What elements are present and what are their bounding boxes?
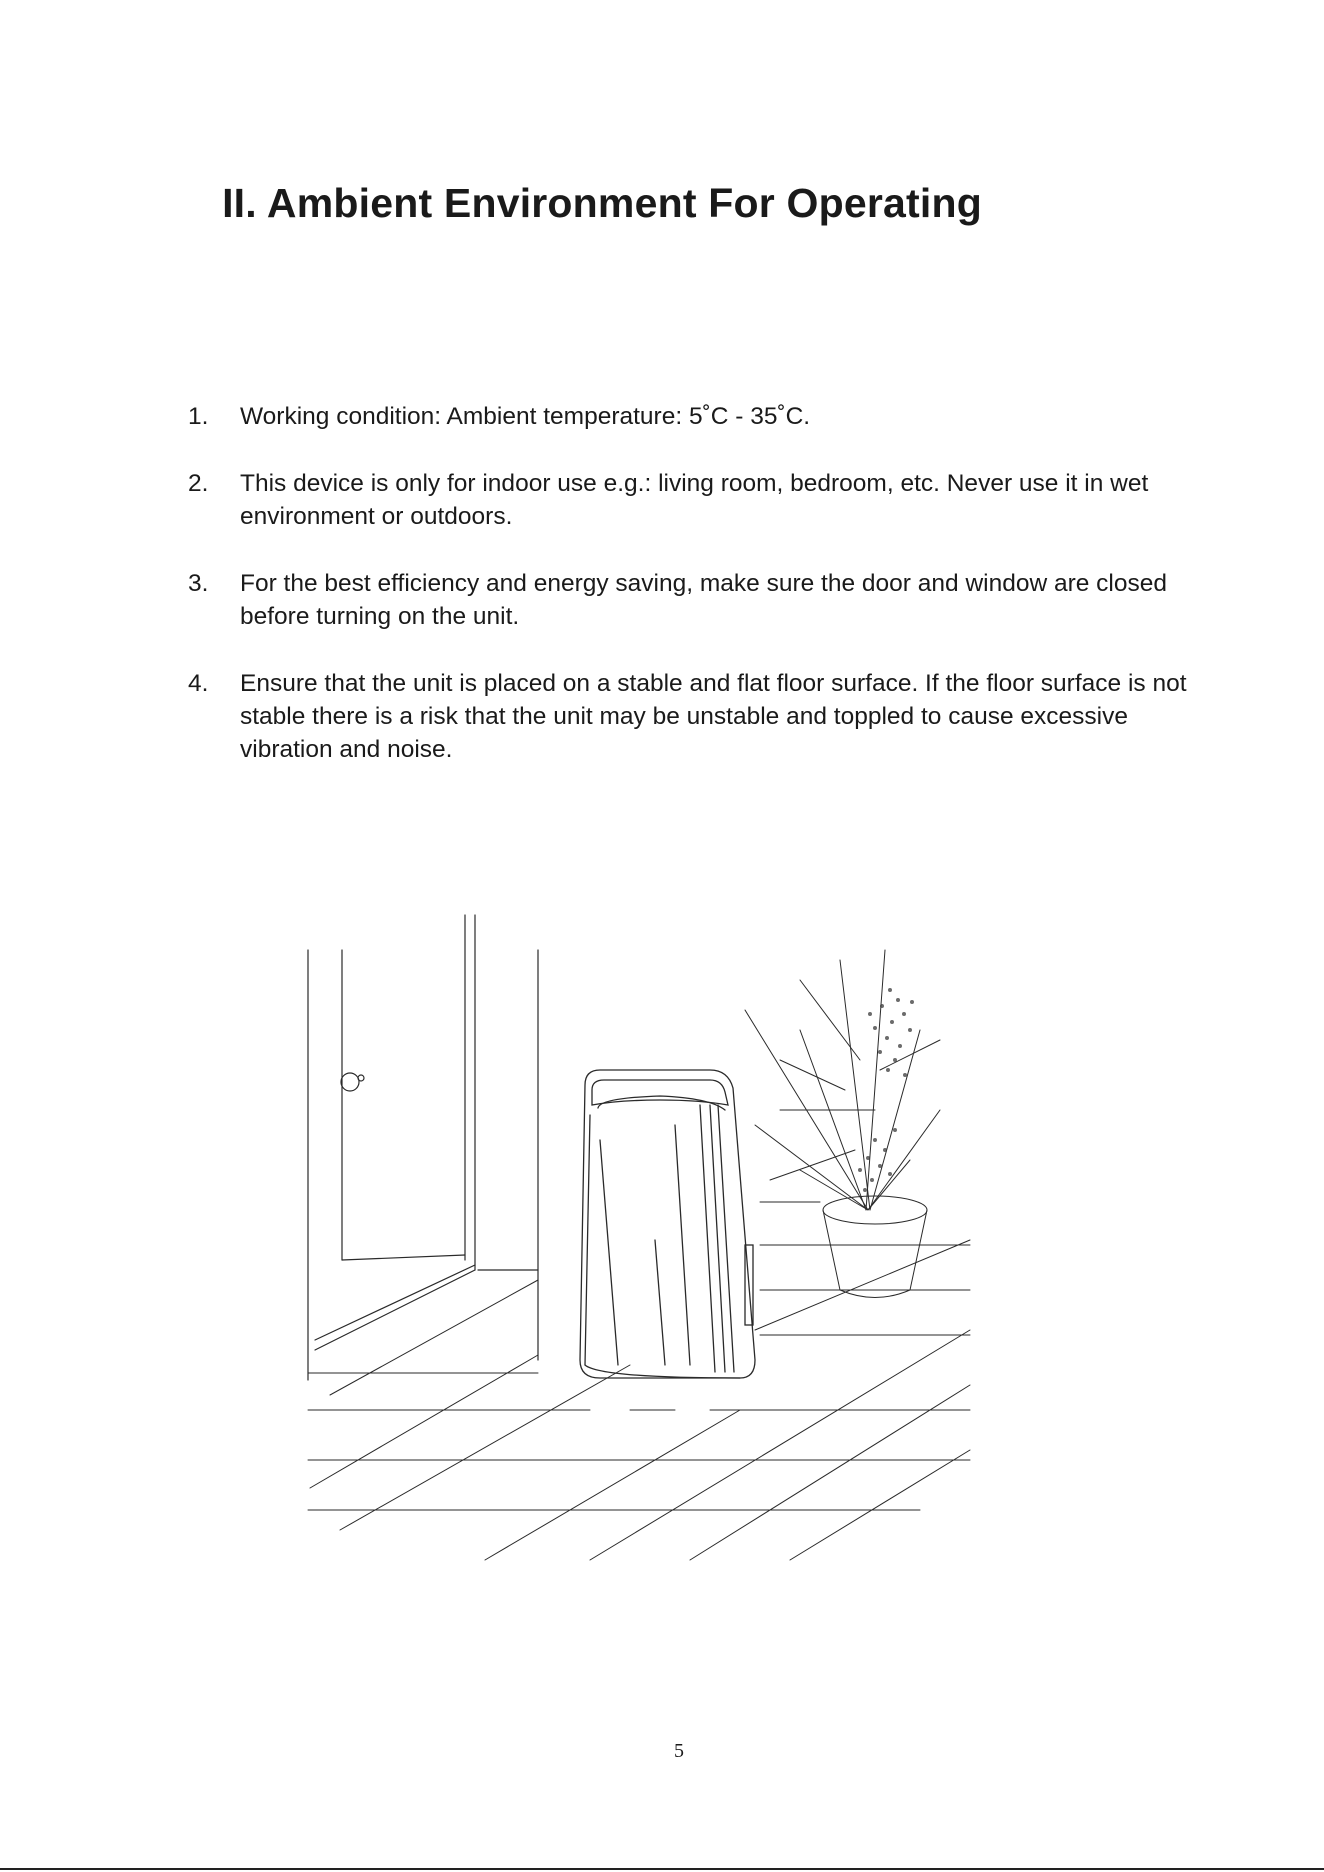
list-item xyxy=(188,667,1188,766)
list-item xyxy=(188,400,1188,433)
item-text: Ensure that the unit is placed on a stable and flat floor surface. If the floor surface is not stable there is a risk that the unit may be unstable and toppled to cause excessive vibration and noise. xyxy=(240,670,1187,763)
item-number: 3. xyxy=(188,570,209,597)
item-text: For the best efficiency and energy saving, make sure the door and window are closed before turning on the unit. xyxy=(240,570,1167,630)
item-number: 4. xyxy=(188,670,209,697)
list-item xyxy=(188,567,1188,633)
air-conditioner xyxy=(580,1070,755,1378)
room-illustration xyxy=(300,910,980,1570)
item-number: 2. xyxy=(188,470,209,497)
list-item xyxy=(188,467,1188,533)
item-text: Working condition: Ambient temperature: 5˚C - 35˚C. xyxy=(240,403,811,430)
bottom-rule xyxy=(0,1868,1324,1870)
item-number: 1. xyxy=(188,403,209,430)
page-title: II. Ambient Environment For Operating xyxy=(222,180,982,226)
instruction-list xyxy=(188,400,1188,800)
item-text: This device is only for indoor use e.g.: living room, bedroom, etc. Never use it in wet environment or outdoors. xyxy=(240,470,1149,530)
page-number: 5 xyxy=(674,1740,684,1762)
door xyxy=(308,915,538,1380)
floor xyxy=(308,1202,970,1560)
